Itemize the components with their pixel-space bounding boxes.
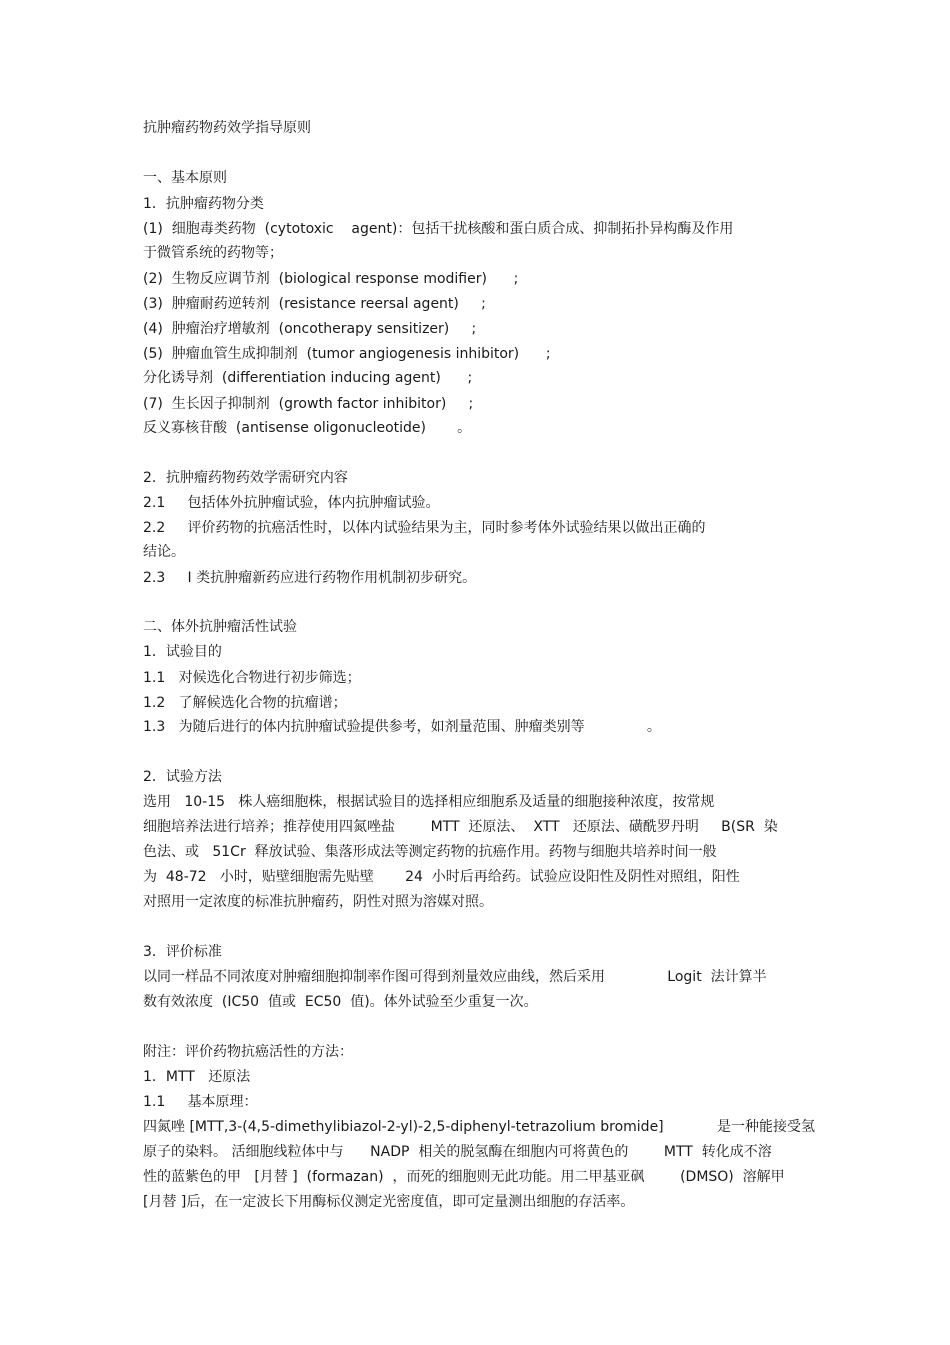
subsection-heading: 1．试验目的 (143, 644, 222, 660)
subsection-heading: 1．抗肿瘤药物分类 (143, 196, 264, 212)
text-line: 反义寡核苷酸 (antisense oligonucleotide) 。 (143, 420, 472, 436)
text-line: 1.2 了解候选化合物的抗瘤谱； (143, 695, 347, 711)
text-line: 性的蓝紫色的甲 [月替 ] (formazan) ，而死的细胞则无此功能。用二甲基亚砜 (DMSO) 溶解甲 (143, 1169, 785, 1185)
text-line: 对照用一定浓度的标准抗肿瘤药，阴性对照为溶媒对照。 (143, 894, 493, 910)
text-line: (4) 肿瘤治疗增敏剂 (oncotherapy sensitizer) ; (143, 321, 477, 337)
text-line: 2.1 包括体外抗肿瘤试验，体内抗肿瘤试验。 (143, 495, 440, 511)
text-line: 原子的染料。 活细胞线粒体中与 NADP 相关的脱氢酶在细胞内可将黄色的 MTT 转化成不溶 (143, 1144, 772, 1160)
text-line: 选用 10-15 株人癌细胞株，根据试验目的选择相应细胞系及适量的细胞接种浓度，按常规 (143, 794, 715, 810)
section-heading: 二、体外抗肿瘤活性试验 (143, 619, 297, 635)
text-line: 数有效浓度 (IC50 值或 EC50 值)。体外试验至少重复一次。 (143, 994, 538, 1010)
subsection-heading: 3．评价标准 (143, 944, 222, 960)
text-line: (2) 生物反应调节剂 (biological response modifier) ; (143, 271, 519, 287)
text-line: 四氮唑 [MTT,3-(4,5-dimethylibiazol-2-yl)-2,5-diphenyl-tetrazolium bromide] 是一种能接受氢 (143, 1119, 816, 1135)
text-line: 分化诱导剂 (differentiation inducing agent) ; (143, 370, 473, 386)
text-line: 2.3 I 类抗肿瘤新药应进行药物作用机制初步研究。 (143, 570, 477, 586)
text-line: 色法、或 51Cr 释放试验、集落形成法等测定药物的抗癌作用。药物与细胞共培养时间一般 (143, 844, 717, 860)
text-line: 2.2 评价药物的抗癌活性时，以体内试验结果为主，同时参考体外试验结果以做出正确的 (143, 520, 706, 536)
text-line: 1.3 为随后进行的体内抗肿瘤试验提供参考，如剂量范围、肿瘤类别等 。 (143, 719, 661, 735)
text-line: 1.1 基本原理： (143, 1094, 258, 1110)
text-line: (7) 生长因子抑制剂 (growth factor inhibitor) ; (143, 396, 474, 412)
section-heading: 一、基本原则 (143, 170, 227, 186)
text-line: 于微管系统的药物等； (143, 245, 283, 261)
note-heading: 附注：评价药物抗癌活性的方法： (143, 1044, 353, 1060)
document-title: 抗肿瘤药物药效学指导原则 (143, 120, 311, 136)
subsection-heading: 1．MTT 还原法 (143, 1069, 251, 1085)
text-line: 1.1 对候选化合物进行初步筛选； (143, 670, 361, 686)
text-line: 以同一样品不同浓度对肿瘤细胞抑制率作图可得到剂量效应曲线，然后采用 Logit 法计算半 (143, 969, 767, 985)
subsection-heading: 2．抗肿瘤药物药效学需研究内容 (143, 470, 348, 486)
text-line: 细胞培养法进行培养；推荐使用四氮唑盐 MTT 还原法、 XTT 还原法、磺酰罗丹明 B(SR 染 (143, 819, 778, 835)
subsection-heading: 2．试验方法 (143, 769, 222, 785)
text-line: [月替 ]后，在一定波长下用酶标仪测定光密度值，即可定量测出细胞的存活率。 (143, 1194, 635, 1210)
text-line: 结论。 (143, 544, 185, 560)
text-line: (5) 肿瘤血管生成抑制剂 (tumor angiogenesis inhibitor) ; (143, 346, 551, 362)
text-line: 为 48-72 小时，贴壁细胞需先贴壁 24 小时后再给药。试验应设阳性及阴性对照组，阳性 (143, 869, 740, 885)
text-line: (3) 肿瘤耐药逆转剂 (resistance reersal agent) ; (143, 296, 486, 312)
text-line: (1) 细胞毒类药物 (cytotoxic agent)：包括干扰核酸和蛋白质合成、抑制拓扑异构酶及作用 (143, 221, 734, 237)
